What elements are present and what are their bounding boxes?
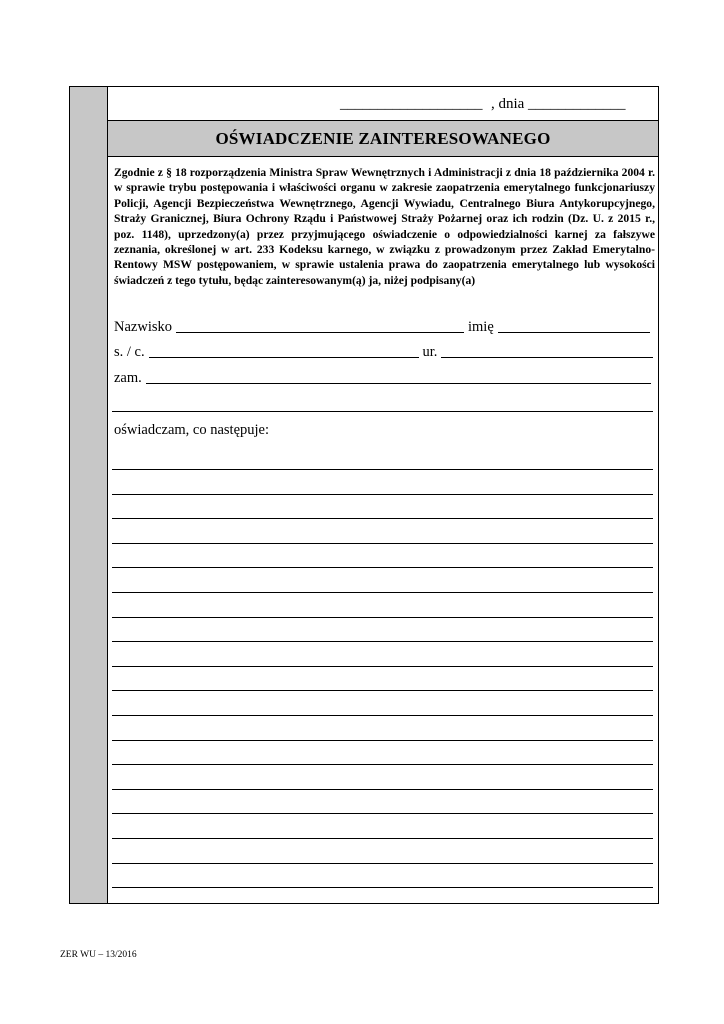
statement-line[interactable] bbox=[112, 592, 653, 593]
statement-line[interactable] bbox=[112, 740, 653, 741]
address-label: zam. bbox=[114, 370, 142, 386]
parent-row bbox=[114, 344, 657, 361]
address-continuation-line[interactable] bbox=[112, 411, 653, 412]
first-name-field[interactable] bbox=[498, 331, 650, 333]
statement-line[interactable] bbox=[112, 641, 653, 642]
statement-line[interactable] bbox=[112, 543, 653, 544]
statement-line[interactable] bbox=[112, 617, 653, 618]
legal-intro: Zgodnie z § 18 rozporządzenia Ministra Spraw Wewnętrznych i Administracji z dnia 18 października 2004 r. w sprawie trybu postępowania i właściwości organu w zakresie zaopatrzenia emerytalnego funkcjonariuszy Policji, Agencji Bezpieczeństwa Wewnętrznego, Agencji Wywiadu, Centralnego Biura Antykorupcyjnego, Straży Granicznej, Biura Ochrony Rządu i Państwowej Straży Pożarnej oraz ich rodzin (Dz. U. z 2015 r., poz. 1148), uprzedzony(a) przez przyjmującego oświadczenie o odpowiedzialności karnej za fałszywe zeznania, określonej w art. 233 Kodeksu karnego, w związku z prowadzonym przez Zakład Emerytalno-Rentowy MSW postępowaniem, w sprawie ustalenia prawa do zaopatrzenia emerytalnego lub wysokości świadczeń z tego tytułu, będąc zainteresowanym(ą) ja, niżej podpisany(a) bbox=[114, 166, 655, 287]
surname-field[interactable] bbox=[176, 331, 464, 333]
statement-line[interactable] bbox=[112, 666, 653, 667]
statement-line[interactable] bbox=[112, 789, 653, 790]
born-label: ur. bbox=[422, 344, 438, 360]
place-field[interactable]: ___________________ bbox=[340, 96, 483, 112]
form-title: OŚWIADCZENIE ZAINTERESOWANEGO bbox=[215, 129, 551, 148]
parent-label: s. / c. bbox=[114, 344, 145, 360]
statement-line[interactable] bbox=[112, 494, 653, 495]
address-row bbox=[114, 370, 657, 387]
date-label: , dnia bbox=[491, 96, 525, 112]
statement-line[interactable] bbox=[112, 838, 653, 839]
statement-line[interactable] bbox=[112, 567, 653, 568]
born-field[interactable] bbox=[441, 356, 653, 358]
parent-field[interactable] bbox=[149, 356, 419, 358]
statement-line[interactable] bbox=[112, 887, 653, 888]
statement-line[interactable] bbox=[112, 518, 653, 519]
surname-label: Nazwisko bbox=[114, 319, 172, 335]
statement-line[interactable] bbox=[112, 690, 653, 691]
name-row bbox=[114, 319, 657, 336]
date-field[interactable]: _____________ bbox=[528, 96, 626, 112]
statement-line[interactable] bbox=[112, 863, 653, 864]
declaration-form bbox=[69, 86, 659, 904]
date-row bbox=[108, 87, 658, 121]
statement-label: oświadczam, co następuje: bbox=[114, 422, 270, 438]
form-code: ZER WU – 13/2016 bbox=[60, 950, 137, 960]
first-name-label: imię bbox=[468, 319, 494, 335]
address-field[interactable] bbox=[146, 382, 651, 384]
statement-line[interactable] bbox=[112, 764, 653, 765]
statement-line[interactable] bbox=[112, 813, 653, 814]
margin-strip bbox=[70, 87, 108, 903]
title-band bbox=[108, 121, 658, 157]
statement-line[interactable] bbox=[112, 715, 653, 716]
statement-line[interactable] bbox=[112, 469, 653, 470]
